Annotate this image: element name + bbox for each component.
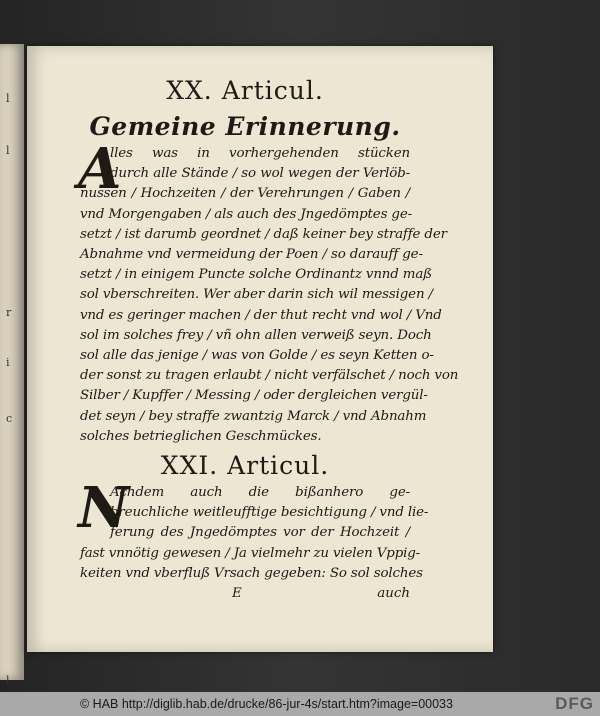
section-heading: Gemeine Erinnerung.: [89, 112, 401, 141]
text-line: solches betrieglichen Geschmückes.: [80, 428, 322, 444]
article-title: XXI. Articul.: [160, 451, 330, 481]
text-line: lles was in vorhergehenden stücken: [110, 146, 410, 161]
previous-page-edge: [0, 44, 24, 687]
paragraph-2: [78, 475, 429, 584]
paragraph-1: [78, 136, 459, 447]
margin-fragment: l: [6, 144, 10, 157]
text-line: der sonst zu tragen erlaubt / nicht verfälschet / noch von: [80, 368, 459, 384]
text-line: setzt / in einigem Puncte solche Ordinantz vnnd maß: [80, 267, 432, 283]
text-line: Silber / Kupffer / Messing / oder dergleichen vergül-: [80, 388, 428, 404]
signature-mark: E: [232, 586, 242, 602]
text-line: det seyn / bey straffe zwantzig Marck / vnd Abnahm: [80, 408, 427, 424]
text-line: durch alle Stände / so wol wegen der Verlöb-: [110, 166, 410, 182]
margin-fragment: l: [6, 92, 10, 105]
text-line: sol im solches frey / vñ ohn allen verweiß seyn. Doch: [80, 327, 432, 343]
margin-fragment: i: [6, 356, 10, 369]
text-line: Abnahme vnd vermeidung der Poen / so darauff ge-: [80, 247, 423, 263]
text-line: vnd es geringer machen / der thut recht vnd wol / Vnd: [80, 307, 442, 323]
margin-fragment: l: [6, 674, 10, 687]
page-footer-marks: [80, 584, 410, 604]
scanned-page: [27, 46, 493, 652]
dfg-logo: DFG: [555, 694, 594, 713]
footer-bar: [0, 692, 600, 716]
article-title: XX. Articul.: [166, 76, 324, 105]
margin-fragment: c: [6, 412, 13, 425]
text-line: fast vnnötig gewesen / Ja vielmehr zu vielen Vppig-: [80, 545, 421, 561]
text-line: Achdem auch die bißanhero ge-: [110, 485, 410, 501]
drop-cap: N: [78, 475, 130, 542]
page-text-block: [78, 76, 459, 604]
text-line: ferung des Jngedömptes vor der Hochzeit /: [110, 525, 410, 541]
drop-cap: A: [78, 136, 122, 202]
text-line: sol vberschreiten. Wer aber darin sich wil messigen /: [80, 287, 433, 303]
catchword: auch: [377, 586, 410, 602]
text-line: sol alle das jenige / was von Golde / es seyn Ketten o-: [80, 348, 434, 364]
copyright-link[interactable]: © HAB http://diglib.hab.de/drucke/86-jur-4s/start.htm?image=00033: [80, 697, 453, 711]
text-line: keiten vnd vberfluß Vrsach gegeben: So sol solches: [80, 565, 423, 581]
margin-fragment: r: [6, 306, 12, 319]
text-line: nussen / Hochzeiten / der Verehrungen / Gaben /: [80, 186, 410, 202]
text-line: vnd Morgengaben / als auch des Jngedömptes ge-: [80, 206, 412, 222]
text-line: breuchliche weitleufftige besichtigung / vnd lie-: [110, 505, 429, 521]
text-line: setzt / ist darumb geordnet / daß keiner bey straffe der: [80, 226, 447, 242]
